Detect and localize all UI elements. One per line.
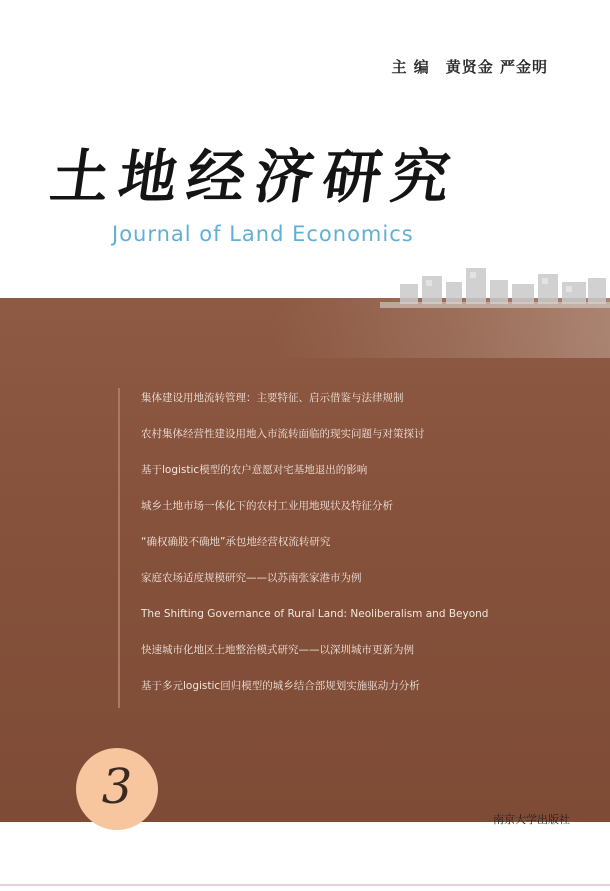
cityscape-illustration (350, 262, 610, 342)
toc-item: 城乡土地市场一体化下的农村工业用地现状及特征分析 (141, 500, 393, 512)
toc-item: 家庭农场适度规模研究——以苏南张家港市为例 (141, 572, 362, 584)
table-of-contents (141, 388, 581, 712)
bottom-divider (0, 884, 610, 886)
editors-line: 主 编 黄贤金 严金明 (391, 58, 548, 76)
toc-item: The Shifting Governance of Rural Land: Neoliberalism and Beyond (141, 608, 489, 620)
toc-item: 集体建设用地流转管理：主要特征、启示借鉴与法律规制 (141, 392, 404, 404)
toc-item: 基于多元logistic回归模型的城乡结合部规划实施驱动力分析 (141, 680, 420, 692)
issue-number: 3 (101, 759, 133, 815)
toc-item: 快速城市化地区土地整治模式研究——以深圳城市更新为例 (141, 644, 414, 656)
journal-title: 土地经济研究 (46, 143, 465, 211)
journal-subtitle: Journal of Land Economics (112, 222, 414, 246)
issue-number-badge (76, 748, 158, 830)
toc-item: “确权确股不确地”承包地经营权流转研究 (141, 536, 331, 548)
publisher-name: 南京大学出版社 (493, 813, 570, 826)
toc-divider (118, 388, 120, 708)
toc-item: 农村集体经营性建设用地入市流转面临的现实问题与对策探讨 (141, 428, 425, 440)
toc-item: 基于logistic模型的农户意愿对宅基地退出的影响 (141, 464, 368, 476)
